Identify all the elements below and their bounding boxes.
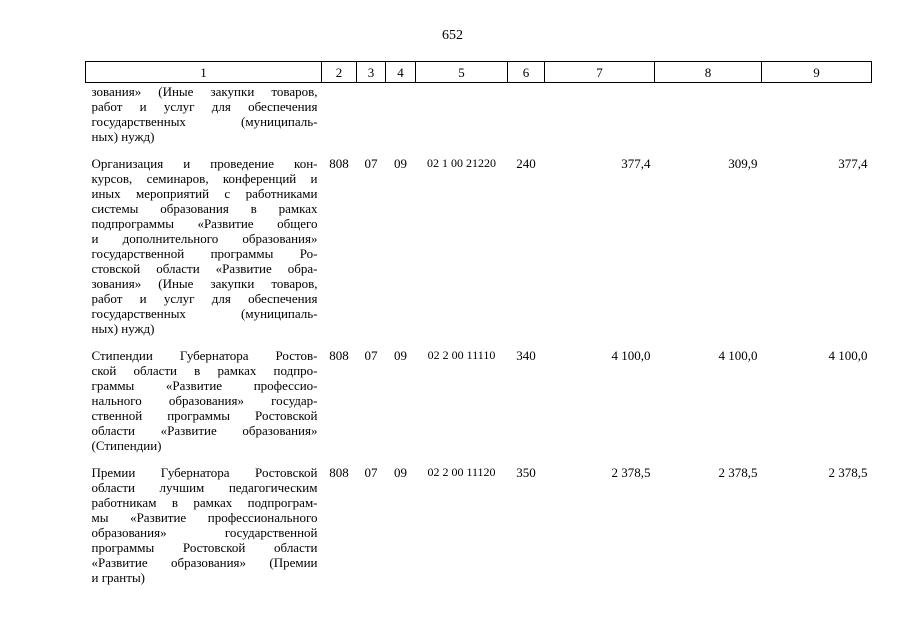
description-line: работ и услуг для обеспечения [91,99,318,114]
description-line: «Развитие образования» (Премии [91,555,318,570]
row-description [86,457,322,589]
column-header-6: 6 [508,62,545,83]
column-header-7: 7 [545,62,655,83]
column-header-8: 8 [655,62,762,83]
description-line: граммы «Развитие профессио- [91,378,318,393]
description-line: работникам в рамках подпрограм- [91,495,318,510]
description-line: области лучшим педагогическим [91,480,318,495]
amount-col-8: 4 100,0 [718,348,758,363]
ministry-code: 808 [329,156,349,171]
column-header-2: 2 [322,62,357,83]
section-code: 07 [364,156,378,171]
description-line: стовской области «Развитие обра- [91,261,318,276]
description-line: Премии Губернатора Ростовской [91,465,318,480]
ministry-code: 808 [329,348,349,363]
subsection-code: 09 [394,465,407,480]
amount-col-8: 309,9 [728,156,758,171]
amount-col-7: 4 100,0 [611,348,651,363]
description-line: программы Ростовской области [91,540,318,555]
amount-col-9: 4 100,0 [828,348,868,363]
expense-type-code: 340 [516,348,536,363]
target-article-code: 02 1 00 21220 [427,156,496,170]
column-header-3: 3 [357,62,386,83]
amount-col-7: 2 378,5 [611,465,651,480]
page-number: 652 [442,28,463,43]
amount-col-7: 377,4 [621,156,651,171]
description-line: (Стипендии) [91,438,162,453]
amount-col-9: 377,4 [838,156,868,171]
description-line: образования» государственной [91,525,318,540]
description-line: ных) нужд) [91,129,155,144]
description-line: ской области в рамках подпро- [91,363,318,378]
description-line: подпрограммы «Развитие общего [91,216,318,231]
column-header-9: 9 [762,62,872,83]
table-body [86,83,872,590]
table-header [86,62,872,83]
expense-type-code: 240 [516,156,536,171]
amount-col-8: 2 378,5 [718,465,758,480]
description-line: ных) нужд) [91,321,155,336]
description-line: зования» (Иные закупки товаров, [91,276,318,291]
amount-col-9: 2 378,5 [828,465,868,480]
description-line: мы «Развитие профессионального [91,510,318,525]
description-line: области «Развитие образования» [91,423,318,438]
column-header-4: 4 [386,62,416,83]
description-line: нального образования» государ- [91,393,318,408]
table-row [86,457,872,589]
description-line: и гранты) [91,570,146,585]
section-code: 07 [364,348,378,363]
row-description [86,148,322,340]
description-line: Стипендии Губернатора Ростов- [91,348,318,363]
expense-type-code: 350 [516,465,536,480]
description-line: государственной программы Ро- [91,246,318,261]
subsection-code: 09 [394,348,407,363]
description-line: Организация и проведение кон- [91,156,318,171]
description-line: зования» (Иные закупки товаров, [91,84,318,99]
description-line: ственной программы Ростовской [91,408,318,423]
budget-table [85,61,872,589]
description-line: курсов, семинаров, конференций и [91,171,318,186]
description-line: государственных (муниципаль- [91,306,318,321]
column-header-1: 1 [86,62,322,83]
target-article-code: 02 2 00 11110 [427,348,496,362]
description-line: работ и услуг для обеспечения [91,291,318,306]
description-line: иных мероприятий с работниками [91,186,318,201]
header-row [86,62,872,83]
target-article-code: 02 2 00 11120 [427,465,496,479]
continuation-description [86,83,322,149]
ministry-code: 808 [329,465,349,480]
row-description [86,340,322,457]
subsection-code: 09 [394,156,407,171]
table-row [86,340,872,457]
section-code: 07 [364,465,378,480]
table-row-continuation [86,83,872,149]
empty-cells [322,83,872,149]
description-line: и дополнительного образования» [91,231,318,246]
description-line: системы образования в рамках [91,201,318,216]
table-row [86,148,872,340]
description-line: государственных (муниципаль- [91,114,318,129]
column-header-5: 5 [416,62,508,83]
